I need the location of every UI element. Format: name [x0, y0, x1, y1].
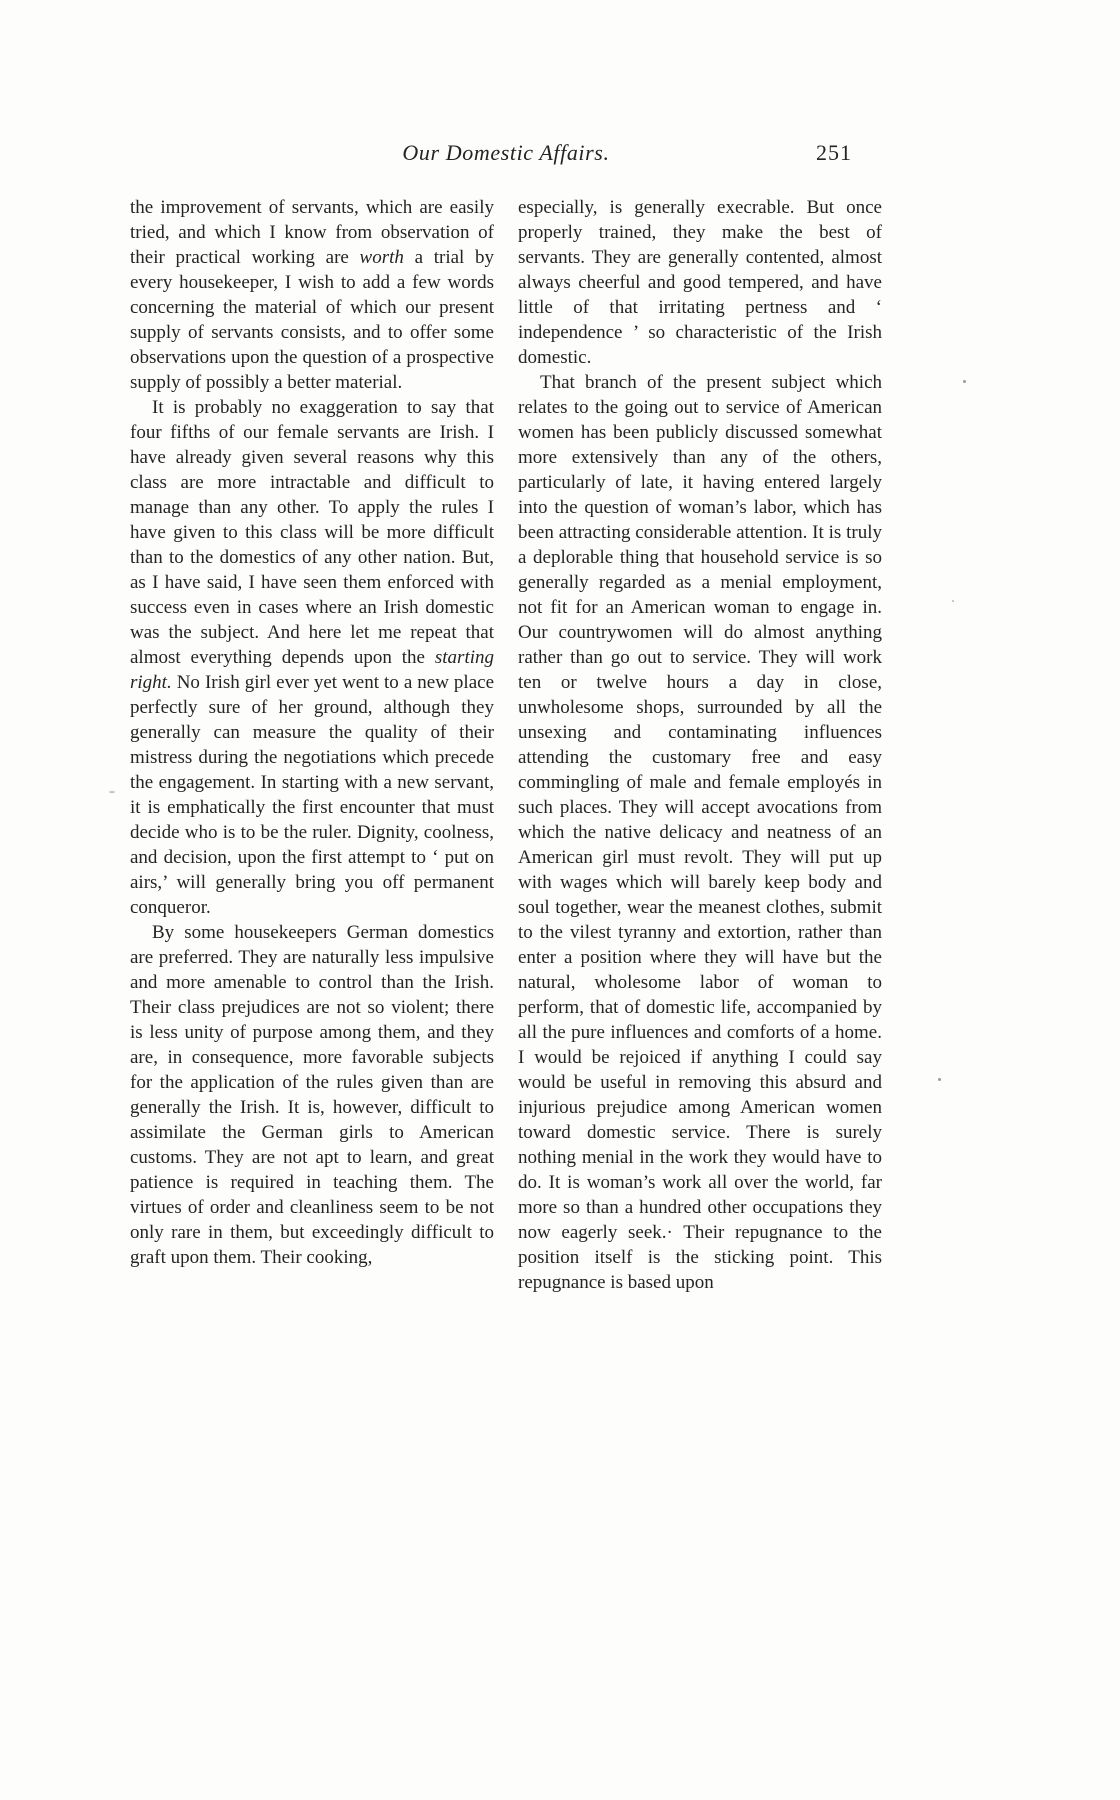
- body-text: especially, is generally execrable. But once properly trained, they make the best of servants. They are generally contented, almost always cheerful and good tempered, and have little of that irritating pertness and ‘ independence ’ so characteristic of the Irish domestic.: [518, 197, 882, 368]
- paragraph: [518, 195, 882, 370]
- right-column: [518, 195, 882, 1295]
- body-text: No Irish girl ever yet went to a new place perfectly sure of her ground, although they generally can measure the quality of their mistress during the negotiations which precede the engagement. In starting with a new servant, it is emphatically the first encounter that must decide who is to be the ruler. Dignity, coolness, and decision, upon the first attempt to ‘ put on airs,’ will generally bring you off permanent conqueror.: [130, 672, 494, 918]
- body-text: a trial by every housekeeper, I wish to add a few words concerning the material of which our present supply of servants consists, and to offer some observations upon the question of a prospective supply of possibly a better material.: [130, 247, 495, 393]
- body-text: That branch of the present subject which relates to the going out to service of American women has been publicly discussed somewhat more extensively than any of the others, particularly of late, it having entered largely into the question of woman’s labor, which has been attracting considerable attention. It is truly a deplorable thing that household service is so generally regarded as a menial employment, not fit for an American woman to engage in. Our countrywomen will do almost anything rather than go out to service. They will work ten or twelve hours a day in close, unwholesome shops, surrounded by all the unsexing and contaminating influences attending the customary free and easy commingling of male and female employés in such places. They will accept avocations from which the native delicacy and neatness of an American girl must revolt. They will put up with wages which will barely keep body and soul together, wear the meanest clothes, submit to the vilest tyranny and extortion, rather than enter a position where they will have but the natural, wholesome labor of woman to perform, that of domestic life, accompanied by all the pure influences and comforts of a home. I would be rejoiced if anything I could say would be useful in removing this absurd and injurious prejudice among American women toward domestic service. There is surely nothing menial in the work they would have to do. It is woman’s work all over the world, far more so than a hundred other occupations they now eagerly seek.· Their repugnance to the position itself is the sticking point. This repugnance is based upon: [518, 372, 882, 1293]
- paragraph: [518, 370, 882, 1295]
- body-text: It is probably no exaggeration to say that four fifths of our female servants are Irish. I have already given several reasons why this class are more intractable and difficult to manage than any other. To apply the rules I have given to this class will be more difficult than to the domestics of any other nation. But, as I have said, I have seen them enforced with success even in cases where an Irish domestic was the subject. And here let me repeat that almost everything depends upon the: [130, 397, 494, 668]
- paragraph: [130, 195, 494, 395]
- page-number: 251: [816, 140, 852, 165]
- book-page: [130, 140, 882, 1295]
- body-text: By some housekeepers German domestics are preferred. They are naturally less impulsive and more amenable to control than the Irish. Their class prejudices are not so violent; there is less unity of purpose among them, and they are, in consequence, more favorable subjects for the application of the rules given than are generally the Irish. It is, however, difficult to assimilate the German girls to American customs. They are not apt to learn, and great patience is required in teaching them. The virtues of order and cleanliness seem to be not only rare in them, but exceedingly difficult to graft upon them. Their cooking,: [130, 922, 494, 1268]
- italic-text: worth: [359, 247, 404, 268]
- italic-text: starting right.: [130, 647, 494, 693]
- scan-artifact: [938, 1078, 941, 1081]
- paragraph: [130, 395, 494, 920]
- scan-artifact: [109, 791, 115, 793]
- left-column: [130, 195, 494, 1295]
- scan-artifact: [952, 600, 954, 602]
- running-title: Our Domestic Affairs.: [402, 140, 610, 165]
- body-text: the improvement of servants, which are easily tried, and which I know from observation of their practical working are: [130, 197, 494, 268]
- text-columns: [130, 195, 882, 1295]
- scan-artifact: [963, 380, 966, 383]
- page-header: [130, 140, 882, 174]
- paragraph: [130, 920, 494, 1270]
